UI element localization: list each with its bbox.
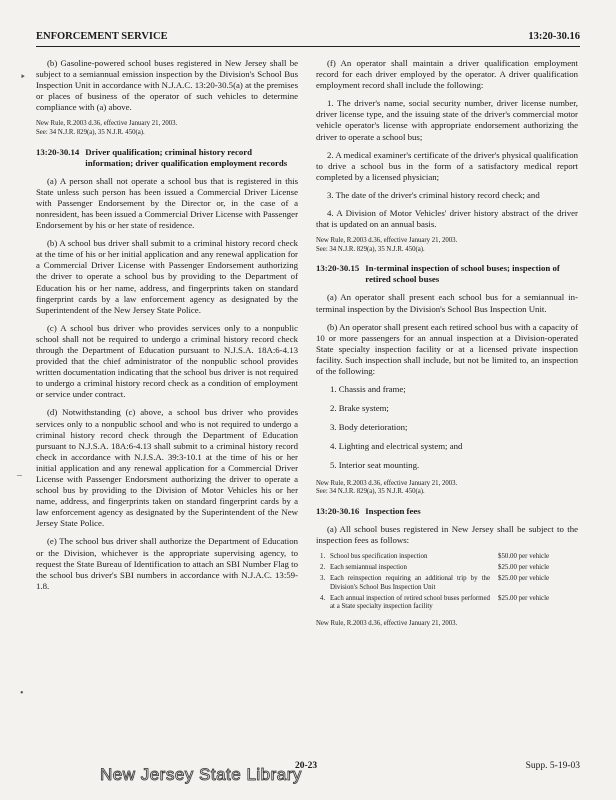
table-row (320, 595, 578, 614)
history-note (36, 120, 298, 137)
list-item: 3. Body deterioration; (330, 422, 408, 433)
fee-table (320, 553, 578, 614)
list-item: 2. Brake system; (330, 403, 389, 414)
left-column (36, 58, 298, 599)
fee-number: 1. (320, 552, 326, 560)
history-note (316, 620, 578, 629)
fee-description: Each annual inspection of retired school buses performed at a State specialty inspection facility (330, 594, 490, 610)
note-line: New Rule, R.2003 d.36, effective January 21, 2003. (36, 120, 178, 128)
running-header (36, 30, 580, 47)
fee-number: 4. (320, 594, 326, 602)
section-number: 13:20-30.14 (36, 146, 80, 157)
library-watermark-stamp: New Jersey State Library (100, 765, 302, 784)
paragraph: (e) The school bus driver shall authorize the Department of Education or the Division, whichever is the appropriate supervising agency, to request the State Bureau of Identification to attach an SBI Number Flag to the school bus driver's SBI numbers in accordance with N.J.A.C. 13:59-1.8. (36, 536, 298, 591)
paragraph: (a) An operator shall present each school bus for a semiannual in-terminal inspection by the Division's School Bus Inspection Unit. (316, 292, 578, 314)
section-heading (316, 506, 578, 517)
fee-number: 3. (320, 575, 326, 583)
fee-amount: $25.00 per vehicle (498, 564, 550, 572)
list-item: 1. Chassis and frame; (330, 384, 406, 395)
fee-description: School bus specification inspection (330, 552, 428, 560)
table-row (320, 564, 578, 575)
fee-description: Each semiannual inspection (330, 564, 407, 572)
paragraph: (f) An operator shall maintain a driver qualification employment record for each driver employed by the operator. A driver qualification employment record shall include the following: (316, 58, 578, 91)
section-heading (316, 263, 578, 285)
fee-amount: $25.00 per vehicle (498, 594, 550, 602)
table-row (320, 575, 578, 594)
section-title: In-terminal inspection of school buses; inspection of retired school buses (365, 263, 560, 285)
fee-amount: $50.00 per vehicle (498, 552, 550, 560)
right-column (316, 58, 578, 638)
paragraph: (a) A person shall not operate a school bus that is registered in this State unless such person has been issued a Commercial Driver License with Passenger Endorsement by the Director or, in the case of a nonresident, has been issued a Commercial Driver License with Passenger Endorsement by his or her state of residence. (36, 175, 298, 231)
note-line: New Rule, R.2003 d.36, effective January 21, 2003. (316, 620, 458, 628)
history-note (316, 480, 578, 497)
paragraph: 1. The driver's name, social security number, driver license number, driver license type, and the issuing state of the driver's commercial motor vehicle operator's license with appropriate endorsement authorizing the driver to operate a school bus; (316, 98, 578, 142)
margin-mark: ‣ (20, 72, 26, 83)
history-note (316, 237, 578, 254)
paragraph: (c) A school bus driver who provides services only to a nonpublic school shall not be required to undergo a criminal history record check through the Department of Education pursuant to N.J.S.A. 18A:6-4.13 provided that the chief administrator of the nonpublic school provides written documentation indicating that the school bus driver is not required to undergo a criminal history record check as a condition of employment or service under contract. (36, 322, 298, 400)
list-item: 5. Interior seat mounting. (330, 460, 420, 471)
section-number: 13:20-30.15 (316, 263, 360, 274)
note-line: See: 34 N.J.R. 829(a), 35 N.J.R. 450(a). (316, 488, 425, 496)
paragraph: (b) A school bus driver shall submit to a criminal history record check at the time of his or her initial application and any renewal application for a Commercial Driver License with Passenger Endorsement authorizing the driver to operate a school bus by providing to the Department of Education his or her name, address, and fingerprints taken on standard fingerprint cards by a law enforcement agency as designated by the Superintendent of the New Jersey State Police. (36, 238, 298, 315)
note-line: New Rule, R.2003 d.36, effective January 21, 2003. (316, 479, 458, 487)
section-title: Driver qualification; criminal history record information; driver qualification employment records (85, 146, 288, 168)
supplement-date: Supp. 5-19-03 (525, 761, 580, 771)
note-line: New Rule, R.2003 d.36, effective January 21, 2003. (316, 237, 458, 245)
section-number: 13:20-30.16 (316, 505, 360, 516)
header-section-number: 13:20-30.16 (528, 31, 580, 42)
inspection-list (330, 384, 578, 471)
paragraph: (b) Gasoline-powered school buses registered in New Jersey shall be subject to a semiannual emission inspection by the Division's School Bus Inspection Unit in accordance with N.J.A.C. 13:20-30.5(a) at the premises or places of business of the operator of such vehicles to determine compliance with (a) above. (36, 58, 298, 113)
paragraph: (a) All school buses registered in New Jersey shall be subject to the inspection fees as follows: (316, 523, 578, 545)
page-number: 20-23 (295, 761, 318, 771)
section-title: Inspection fees (365, 505, 421, 516)
fee-number: 2. (320, 564, 326, 572)
margin-mark: • (20, 688, 24, 699)
note-line: See: 34 N.J.R. 829(a), 35 N.J.R. 450(a). (36, 129, 145, 137)
paragraph: 4. A Division of Motor Vehicles' driver history abstract of the driver that is updated on an annual basis. (316, 208, 578, 230)
fee-description: Each reinspection requiring an additional trip by the Division's School Bus Inspection Unit (330, 575, 490, 591)
header-chapter-title: ENFORCEMENT SERVICE (36, 31, 168, 42)
list-item: 4. Lighting and electrical system; and (330, 441, 463, 452)
paragraph: (b) An operator shall present each retired school bus with a capacity of 10 or more passengers for an annual inspection at a Division-operated State specialty inspection facility or at a licensed private inspection facility. Such inspection shall include, but not be limited to, an inspection of the following: (316, 321, 578, 376)
paragraph: 2. A medical examiner's certificate of the driver's physical qualification to drive a school bus in the form of a satisfactory medical report completed by a licensed physician; (316, 149, 578, 182)
fee-amount: $25.00 per vehicle (498, 575, 550, 583)
margin-mark: – (17, 470, 22, 481)
paragraph: 3. The date of the driver's criminal history record check; and (327, 189, 540, 200)
table-row (320, 553, 578, 564)
paragraph: (d) Notwithstanding (c) above, a school bus driver who provides services only to a nonpublic school and who is not required to undergo a criminal history record check through the Department of Education pursuant to N.J.S.A. 18A:6-4.13 shall submit to a criminal history record check in accordance with N.J.S.A. 39:3-10.1 at the time of his or her initial application and any renewal application for a Commercial Driver License with Passenger Endorsment authorizing the driver to operate a school bus by providing to the Division of Motor Vehicles his or her name, address, and fingerprints taken on standard fingerprint cards by a law enforcement agency as designated by the Superintendent of the New Jersey State Police. (36, 407, 298, 529)
note-line: See: 34 N.J.R. 829(a), 35 N.J.R. 450(a). (316, 245, 425, 253)
section-heading (36, 147, 298, 169)
